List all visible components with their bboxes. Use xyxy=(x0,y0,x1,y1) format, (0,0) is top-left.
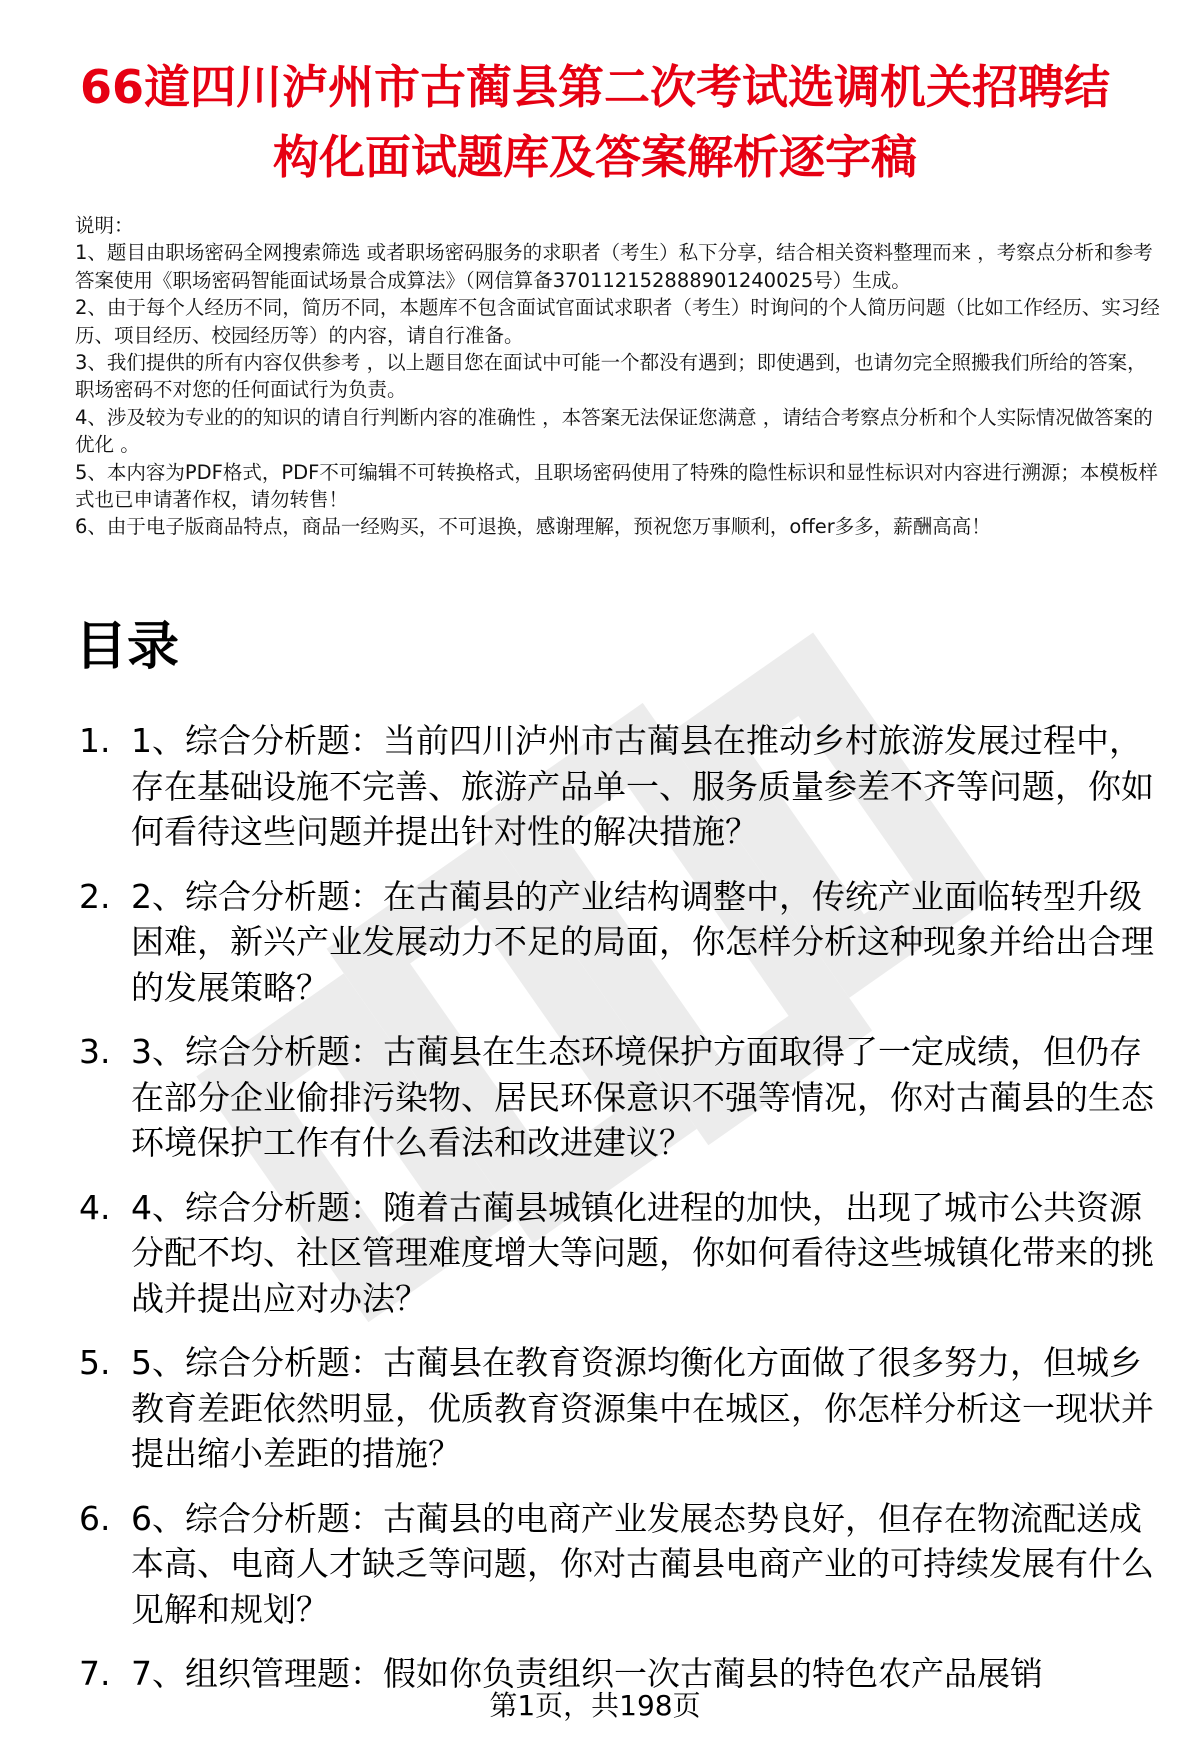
toc-item-text: 2、综合分析题：在古蔺县的产业结构调整中，传统产业面临转型升级困难，新兴产业发展动力不足的局面，你怎样分析这种现象并给出合理的发展策略？ xyxy=(131,876,1154,1007)
toc-item-text: 1、综合分析题：当前四川泸州市古蔺县在推动乡村旅游发展过程中，存在基础设施不完善、旅游产品单一、服务质量参差不齐等问题，你如何看待这些问题并提出针对性的解决措施？ xyxy=(131,721,1154,851)
notes-item: 2、由于每个人经历不同，简历不同，本题库不包含面试官面试求职者（考生）时询问的个人简历问题（比如工作经历、实习经历、项目经历、校园经历等）的内容，请自行准备。 xyxy=(75,296,1160,347)
toc-item[interactable] xyxy=(75,1185,1170,1322)
toc-item[interactable] xyxy=(75,1496,1170,1633)
notes-heading: 说明： xyxy=(75,214,134,237)
page-footer: 第1页，共198页 xyxy=(489,1689,701,1722)
toc-item-number: 7. xyxy=(79,1654,111,1693)
toc-item-number: 2. xyxy=(79,876,111,916)
notes-section xyxy=(75,212,1165,541)
toc-item-text: 5、综合分析题：古蔺县在教育资源均衡化方面做了很多努力，但城乡教育差距依然明显，优质教育资源集中在城区，你怎样分析这一现状并提出缩小差距的措施？ xyxy=(131,1343,1154,1473)
toc-item-number: 6. xyxy=(79,1498,111,1538)
document-title: 66道四川泸州市古蔺县第二次考试选调机关招聘结构化面试题库及答案解析逐字稿 xyxy=(79,60,1110,184)
toc-item[interactable] xyxy=(75,1029,1170,1166)
toc-item[interactable] xyxy=(75,874,1170,1011)
toc-item[interactable] xyxy=(75,1340,1170,1477)
toc-item-text: 3、综合分析题：古蔺县在生态环境保护方面取得了一定成绩，但仍存在部分企业偷排污染物、居民环保意识不强等情况，你对古蔺县的生态环境保护工作有什么看法和改进建议？ xyxy=(131,1032,1154,1162)
toc-item-number: 3. xyxy=(79,1032,111,1071)
toc-item-number: 5. xyxy=(79,1343,111,1382)
notes-item: 3、我们提供的所有内容仅供参考 ，以上题目您在面试中可能一个都没有遇到；即使遇到，也请勿完全照搬我们所给的答案，职场密码不对您的任何面试行为负责。 xyxy=(75,351,1147,402)
toc-item-text: 4、综合分析题：随着古蔺县城镇化进程的加快，出现了城市公共资源分配不均、社区管理难度增大等问题，你如何看待这些城镇化带来的挑战并提出应对办法？ xyxy=(131,1187,1154,1318)
notes-item: 5、本内容为PDF格式，PDF不可编辑不可转换格式，且职场密码使用了特殊的隐性标识和显性标识对内容进行溯源；本模板样式也已申请著作权，请勿转售！ xyxy=(75,460,1158,512)
toc-item-number: 1. xyxy=(79,721,111,760)
toc-item-number: 4. xyxy=(79,1187,111,1227)
notes-item: 1、题目由职场密码全网搜索筛选 或者职场密码服务的求职者（考生）私下分享，结合相关资料整理而来 ，考察点分析和参考答案使用《职场密码智能面试场景合成算法》（网信算备370112152888901240025号）生成。 xyxy=(75,241,1153,292)
toc-item-text: 7、组织管理题：假如你负责组织一次古蔺县的特色农产品展销 xyxy=(131,1654,1043,1693)
notes-item: 6、由于电子版商品特点，商品一经购买，不可退换，感谢理解，预祝您万事顺利，offer多多，薪酬高高！ xyxy=(75,515,991,539)
notes-item: 4、涉及较为专业的的知识的请自行判断内容的准确性 ，本答案无法保证您满意 ，请结合考察点分析和个人实际情况做答案的优化 。 xyxy=(75,405,1153,457)
toc-item[interactable] xyxy=(75,718,1170,855)
toc-item-text: 6、综合分析题：古蔺县的电商产业发展态势良好，但存在物流配送成本高、电商人才缺乏等问题，你对古蔺县电商产业的可持续发展有什么见解和规划？ xyxy=(131,1498,1154,1629)
toc-list xyxy=(75,718,1170,1716)
toc-heading: 目录 xyxy=(75,617,180,677)
